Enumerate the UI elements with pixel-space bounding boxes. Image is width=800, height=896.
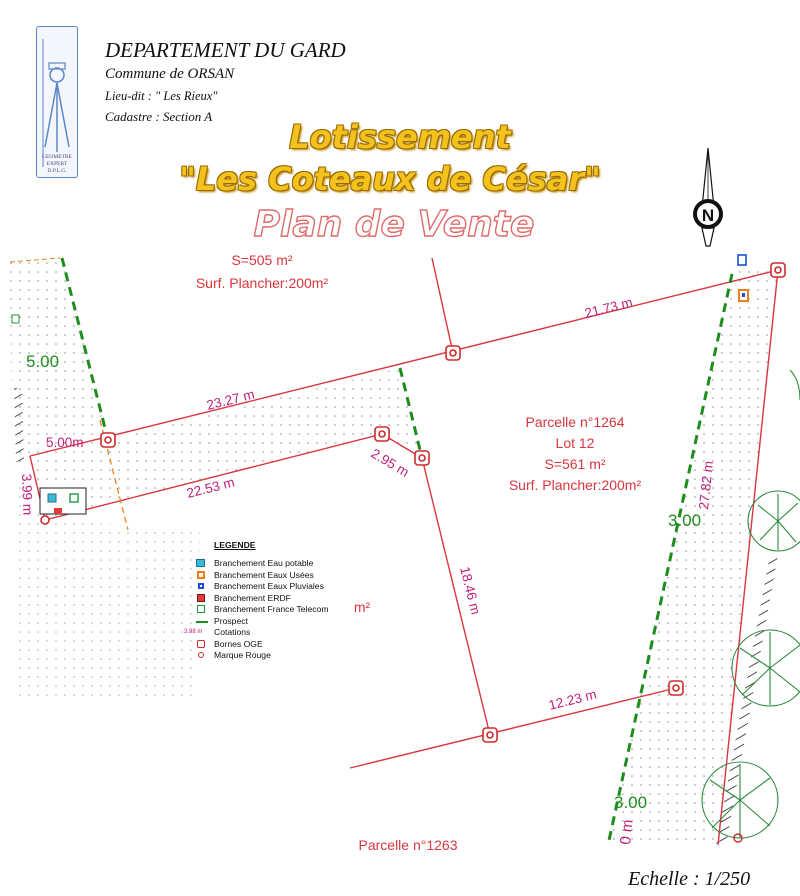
borne-marker (669, 681, 683, 695)
borne-marker (483, 728, 497, 742)
legend-label: Bornes OGE (214, 638, 263, 649)
lot-floor-area: Surf. Plancher:200m² (508, 477, 642, 493)
legend-item-cotations (184, 627, 366, 639)
red-mark (41, 516, 49, 524)
telecom-connection-icon (197, 605, 205, 613)
dim-right-vertical: 27.82 m (696, 460, 717, 511)
scale-label: Echelle : 1/250 (628, 868, 751, 890)
electric-connection-icon (197, 594, 205, 602)
legend-item-prospect (196, 616, 366, 628)
legend-item-erdf (196, 593, 366, 605)
tree-icon (732, 630, 800, 706)
legend-item-marque (196, 650, 366, 662)
water-connection-icon (196, 559, 205, 567)
subdivision-name: "Les Coteaux de César" (179, 160, 601, 198)
dim-right-bottom-partial: 0 m (617, 818, 637, 846)
department-title: DEPARTEMENT DU GARD (105, 38, 346, 62)
dim-mid-left: 23.27 m (205, 386, 257, 413)
top-lot-area: S=505 m² (231, 252, 293, 268)
legend-label: Branchement France Telecom (214, 604, 329, 614)
legend-title: LEGENDE (214, 540, 256, 550)
utility-box-left (40, 488, 86, 514)
dim-center-vertical: 18.46 m (457, 565, 484, 617)
prospect-right-mid-label: 3.00 (668, 511, 702, 530)
legend-label: Branchement Eau potable (214, 558, 314, 568)
dim-left-vertical: 3.99 m (19, 473, 36, 516)
top-lot-floor-area: Surf. Plancher:200m² (195, 275, 329, 291)
prospect-line-icon (196, 621, 208, 623)
prospect-left-label: 5.00 (26, 352, 60, 371)
borne-marker (375, 427, 389, 441)
subdivision-title: Lotissement (289, 118, 511, 156)
dim-left-short: 5.00m (46, 435, 84, 450)
borne-marker-icon (197, 640, 205, 648)
electric-connection-icon (54, 508, 62, 514)
lot-number: Lot 12 (555, 435, 595, 451)
easement-strip-right (608, 270, 778, 845)
bottom-parcel-number: Parcelle n°1263 (358, 837, 458, 853)
borne-marker (446, 346, 460, 360)
plan-type-title: Plan de Vente (253, 204, 535, 245)
legend-label: Branchement Eaux Pluviales (214, 581, 324, 591)
legend (184, 540, 366, 662)
wastewater-inner-icon (742, 293, 745, 297)
wastewater-connection-icon (197, 571, 205, 579)
commune-line: Commune de ORSAN (105, 66, 235, 82)
legend-item-eau (196, 558, 366, 570)
pluvial-connection-icon (198, 583, 204, 589)
legend-item-telecom (196, 604, 366, 616)
borne-marker (771, 263, 785, 277)
legend-label: Marque Rouge (214, 650, 271, 660)
legend-item-pluviales (196, 581, 366, 593)
bottom-lot-area-unit: m² (353, 599, 371, 615)
legend-label: Prospect (214, 615, 248, 626)
tree-icon (790, 370, 800, 400)
legend-label: Cotations (214, 627, 251, 637)
cotation-sample: 3.98 m (184, 629, 203, 635)
parcel-number: Parcelle n°1264 (525, 414, 625, 430)
legend-item-bornes (196, 639, 366, 651)
borne-marker (101, 433, 115, 447)
telecom-connection-icon (70, 494, 78, 502)
lieu-dit-line: Lieu-dit : " Les Rieux" (105, 89, 218, 103)
water-connection-icon (48, 494, 56, 502)
prospect-right-bottom-label: 3.00 (614, 793, 648, 812)
surveyor-logo-text: GEOMETRE EXPERT D.P.L.G. (42, 154, 72, 174)
borne-marker (415, 451, 429, 465)
north-label: N (701, 206, 715, 225)
legend-label: Branchement Eaux Usées (214, 569, 314, 580)
lot-area: S=561 m² (544, 456, 606, 472)
dim-bottom-boundary: 12.23 m (547, 686, 599, 713)
red-mark-icon (198, 652, 204, 658)
pluvial-connection-icon (738, 255, 746, 265)
dim-short-diag: 2.95 m (368, 445, 412, 480)
dim-lower-left: 22.53 m (185, 474, 237, 501)
dim-top-boundary: 21.73 m (583, 294, 635, 321)
tree-icon (748, 491, 800, 551)
cadastre-line: Cadastre : Section A (105, 109, 213, 124)
legend-item-usees (196, 570, 366, 582)
legend-label: Branchement ERDF (214, 592, 291, 603)
